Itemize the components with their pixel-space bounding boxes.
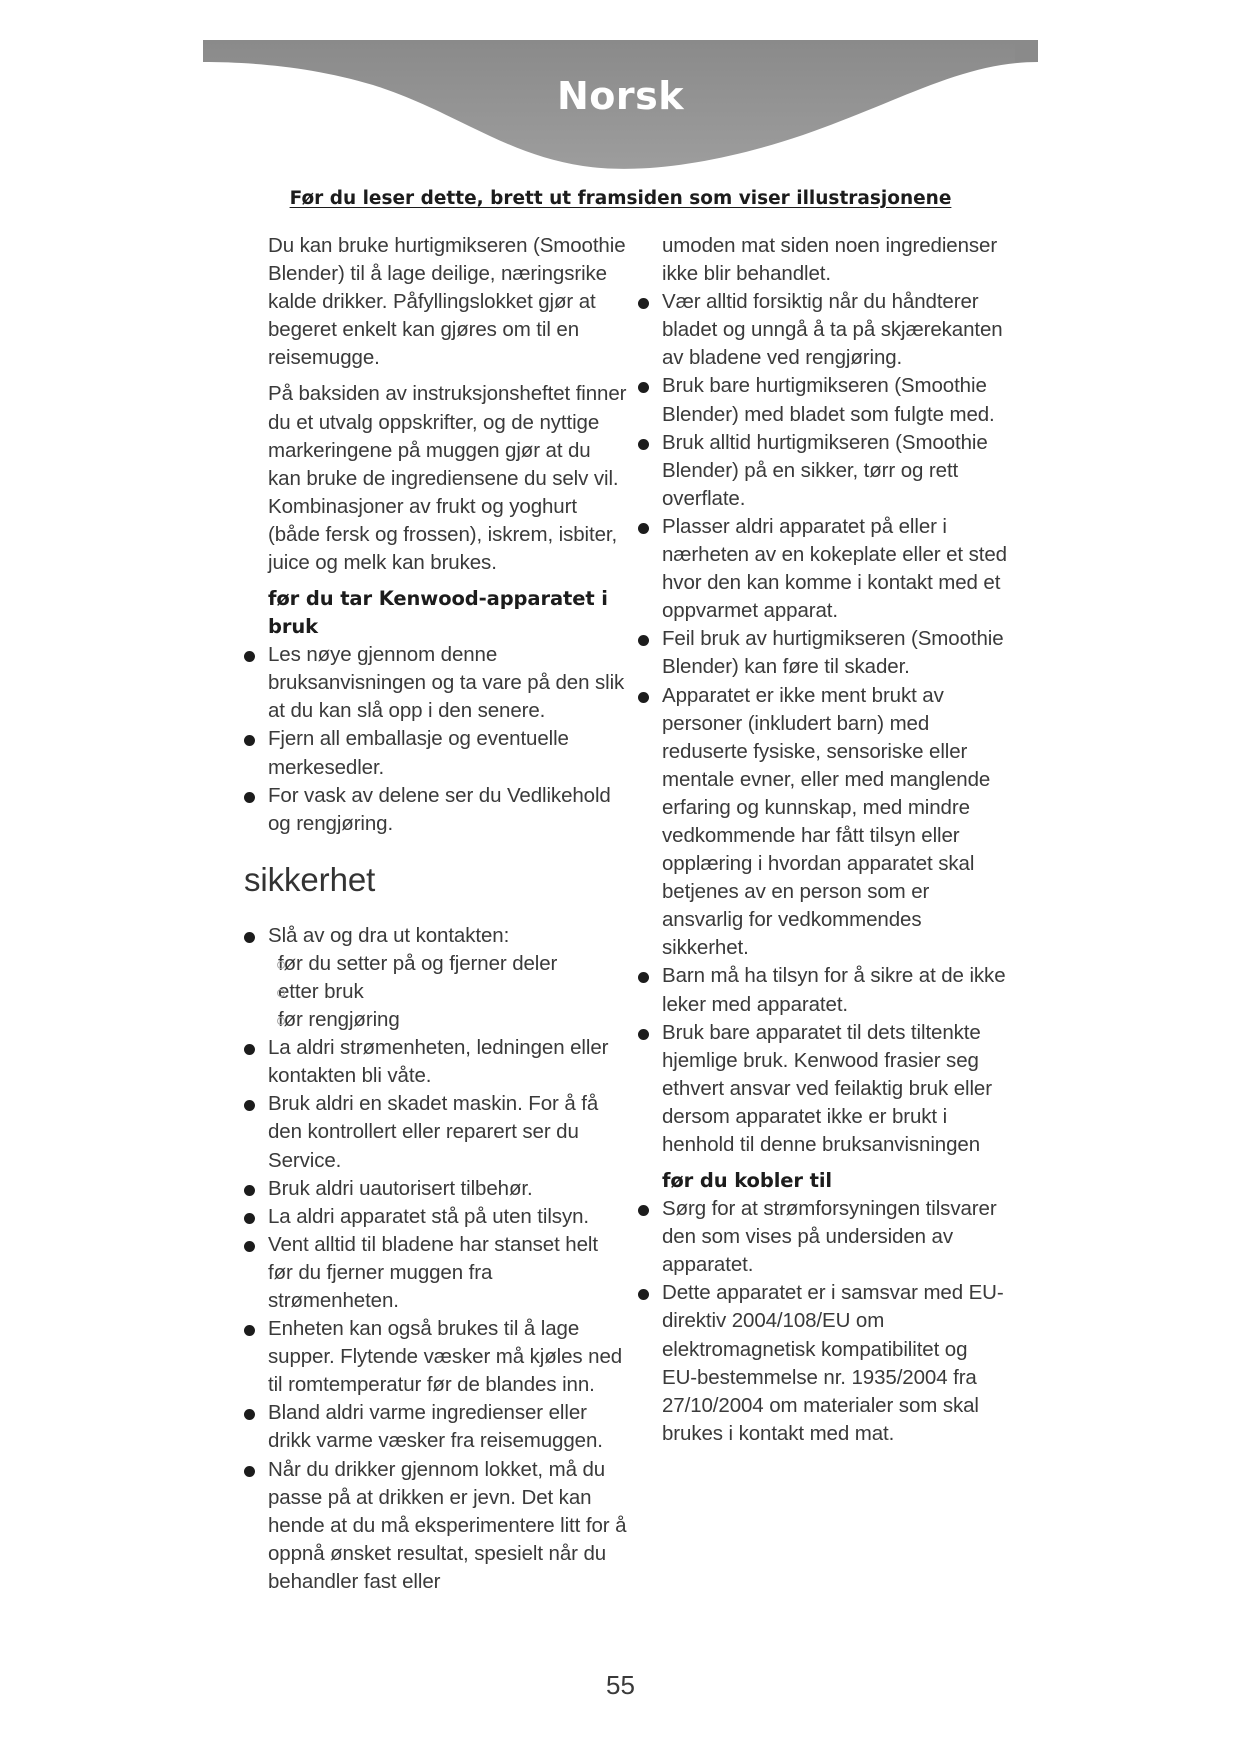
fold-out-instruction: Før du leser dette, brett ut framsiden som viser illustrasjonene (289, 188, 952, 209)
left-column (244, 232, 628, 1596)
list-item: Slå av og dra ut kontakten: (268, 922, 628, 950)
intro-paragraph: På baksiden av instruksjonsheftet finner du et utvalg oppskrifter, og de nyttige markeringene på muggen gjør at du kan bruke de ingrediensene du selv vil. Kombinasjoner av frukt og yoghurt (både fersk og frossen), iskrem, isbiter, juice og melk kan brukes. (268, 382, 627, 575)
sub-list-item: før rengjøring (268, 1006, 628, 1034)
list-item: Bruk bare apparatet til dets tiltenkte hjemlige bruk. Kenwood frasier seg ethvert ansvar ved feilaktig bruk eller dersom apparatet ikke er brukt i henhold til denne bruksanvisningen (662, 1019, 1007, 1159)
list-item: Bruk aldri en skadet maskin. For å få den kontrollert eller reparert ser du Service. (268, 1090, 628, 1174)
list-item: Apparatet er ikke ment brukt av personer (inkludert barn) med reduserte fysiske, sensoriske eller mentale evner, eller med manglende erfaring og kunnskap, med mindre vedkommende har fått tilsyn eller opplæring i hvordan apparatet skal betjenes av en person som er ansvarlig for vedkommendes sikkerhet. (662, 682, 1007, 963)
list-item: Les nøye gjennom denne bruksanvisningen og ta vare på den slik at du kan slå opp i den senere. (268, 641, 628, 725)
safety-list-continued (662, 232, 1007, 1159)
sub-list-item: etter bruk (268, 978, 628, 1006)
connect-heading: før du kobler til (662, 1169, 833, 1193)
before-use-heading: før du tar Kenwood-apparatet i bruk (268, 587, 608, 639)
page-number: 55 (606, 1670, 635, 1700)
intro-paragraph: Du kan bruke hurtigmikseren (Smoothie Blender) til å lage deilige, næringsrike kalde drikker. Påfyllingslokket gjør at begeret enkelt kan gjøres om til en reisemugge. (268, 234, 626, 370)
safety-list (268, 922, 628, 1596)
connect-list (662, 1195, 1007, 1448)
list-item: Sørg for at strømforsyningen tilsvarer den som vises på undersiden av apparatet. (662, 1195, 1007, 1279)
page-title: Norsk (556, 74, 685, 118)
before-use-list (268, 641, 628, 838)
right-column (662, 232, 1007, 1448)
list-item: Bruk alltid hurtigmikseren (Smoothie Blender) på en sikker, tørr og rett overflate. (662, 429, 1007, 513)
list-item: La aldri apparatet stå på uten tilsyn. (268, 1203, 628, 1231)
list-item: Enheten kan også brukes til å lage supper. Flytende væsker må kjøles ned til romtemperatur før de blandes inn. (268, 1315, 628, 1399)
list-item: Dette apparatet er i samsvar med EU-direktiv 2004/108/EU om elektromagnetisk kompatibilitet og EU-bestemmelse nr. 1935/2004 fra 27/10/2004 om materialer som skal brukes i kontakt med mat. (662, 1279, 1007, 1448)
list-item: Bruk aldri uautorisert tilbehør. (268, 1175, 628, 1203)
safety-heading: sikkerhet (244, 860, 376, 898)
list-item: Barn må ha tilsyn for å sikre at de ikke leker med apparatet. (662, 962, 1007, 1018)
sub-list-item: før du setter på og fjerner deler (268, 950, 628, 978)
list-item: Når du drikker gjennom lokket, må du passe på at drikken er jevn. Det kan hende at du må eksperimentere litt for å oppnå ønsket resultat, spesielt når du behandler fast eller (268, 1456, 628, 1596)
list-item: For vask av delene ser du Vedlikehold og rengjøring. (268, 782, 628, 838)
list-item: Bruk bare hurtigmikseren (Smoothie Blender) med bladet som fulgte med. (662, 372, 1007, 428)
list-item: Vent alltid til bladene har stanset helt før du fjerner muggen fra strømenheten. (268, 1231, 628, 1315)
header-banner (203, 40, 1038, 180)
list-item: Vær alltid forsiktig når du håndterer bladet og unngå å ta på skjærekanten av bladene ved rengjøring. (662, 288, 1007, 372)
continued-list-item: umoden mat siden noen ingredienser ikke blir behandlet. (662, 234, 998, 286)
list-item: La aldri strømenheten, ledningen eller kontakten bli våte. (268, 1034, 628, 1090)
list-item: Fjern all emballasje og eventuelle merkesedler. (268, 725, 628, 781)
list-item: Plasser aldri apparatet på eller i nærheten av en kokeplate eller et sted hvor den kan komme i kontakt med et oppvarmet apparat. (662, 513, 1007, 625)
list-item: Bland aldri varme ingredienser eller drikk varme væsker fra reisemuggen. (268, 1399, 628, 1455)
list-item: Feil bruk av hurtigmikseren (Smoothie Blender) kan føre til skader. (662, 625, 1007, 681)
